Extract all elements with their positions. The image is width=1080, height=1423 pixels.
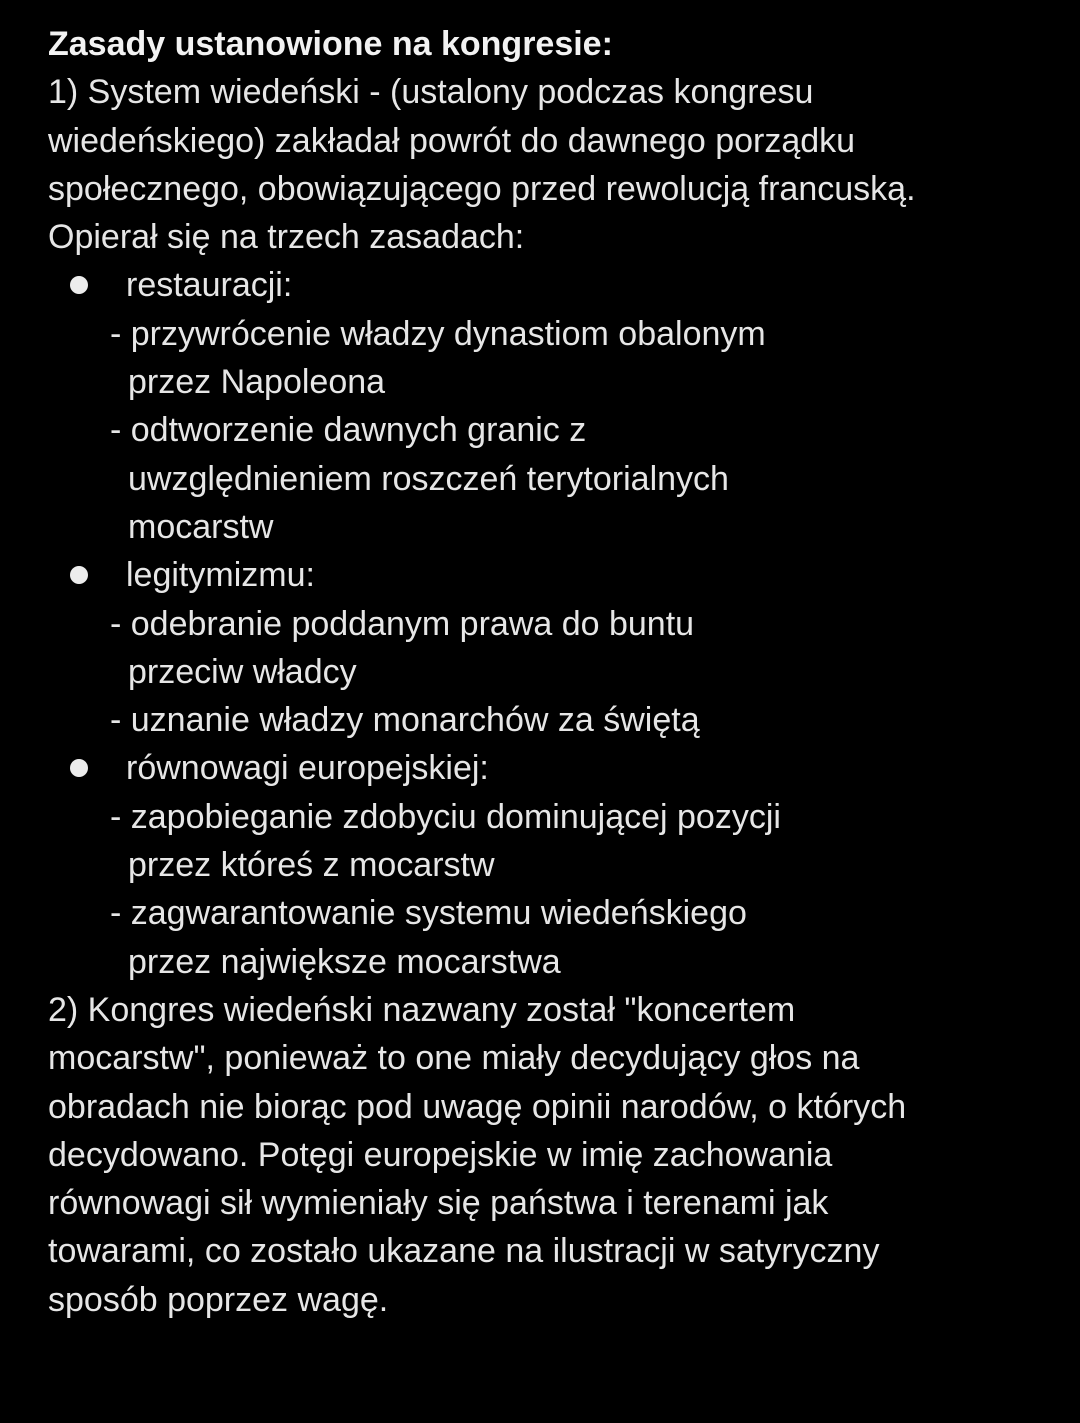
point-2-line: towarami, co zostało ukazane na ilustracji w satyryczny [48, 1232, 880, 1271]
principle-label: legitymizmu: [126, 556, 315, 595]
subitem-continuation: przez Napoleona [128, 363, 386, 402]
principles-list [48, 261, 1040, 985]
point-2-line: równowagi sił wymieniały się państwa i terenami jak [48, 1184, 829, 1223]
subitem-line: - uznanie władzy monarchów za świętą [110, 701, 700, 740]
point-1-line: Opierał się na trzech zasadach: [48, 218, 525, 257]
subitem-line: - odtworzenie dawnych granic z [110, 411, 587, 450]
subitem-line: - zapobieganie zdobyciu dominującej pozycji [110, 797, 781, 836]
bullet-dot-icon [70, 759, 88, 777]
principle-label-row [48, 744, 1040, 792]
point-1-line: 1) System wiedeński - (ustalony podczas kongresu [48, 73, 814, 112]
bullet-dot-icon [70, 276, 88, 294]
subitem-line: - zagwarantowanie systemu wiedeńskiego [110, 894, 747, 933]
principle-label-row [48, 261, 1040, 309]
principle-label-row [48, 551, 1040, 599]
subitem-continuation: przeciw władcy [128, 652, 357, 691]
subitem-continuation: przez największe mocarstwa [128, 942, 561, 981]
subitem-continuation: mocarstw [128, 507, 274, 546]
subitem-continuation: uwzględnieniem roszczeń terytorialnych [128, 459, 729, 498]
subitem-line: - przywrócenie władzy dynastiom obalonym [110, 314, 766, 353]
principle-legitimism [48, 551, 1040, 744]
point-2-paragraph [48, 986, 1040, 1324]
point-1-line: społecznego, obowiązującego przed rewolucją francuską. [48, 169, 916, 208]
point-2-line: 2) Kongres wiedeński nazwany został "koncertem [48, 990, 796, 1029]
principle-balance [48, 744, 1040, 985]
subitem-continuation: przez któreś z mocarstw [128, 846, 495, 885]
bullet-dot-icon [70, 566, 88, 584]
point-2-line: obradach nie biorąc pod uwagę opinii narodów, o których [48, 1087, 907, 1126]
notes-heading: Zasady ustanowione na kongresie: [48, 25, 613, 63]
principle-label: równowagi europejskiej: [126, 749, 489, 788]
point-2-line: sposób poprzez wagę. [48, 1280, 389, 1319]
point-2-line: mocarstw", ponieważ to one miały decydujący głos na [48, 1039, 860, 1078]
principle-restoration [48, 261, 1040, 551]
point-1-line: wiedeńskiego) zakładał powrót do dawnego porządku [48, 121, 856, 160]
point-1-paragraph [48, 68, 1040, 261]
principle-label: restauracji: [126, 266, 293, 305]
subitem-line: - odebranie poddanym prawa do buntu [110, 604, 695, 643]
point-2-line: decydowano. Potęgi europejskie w imię zachowania [48, 1135, 833, 1174]
